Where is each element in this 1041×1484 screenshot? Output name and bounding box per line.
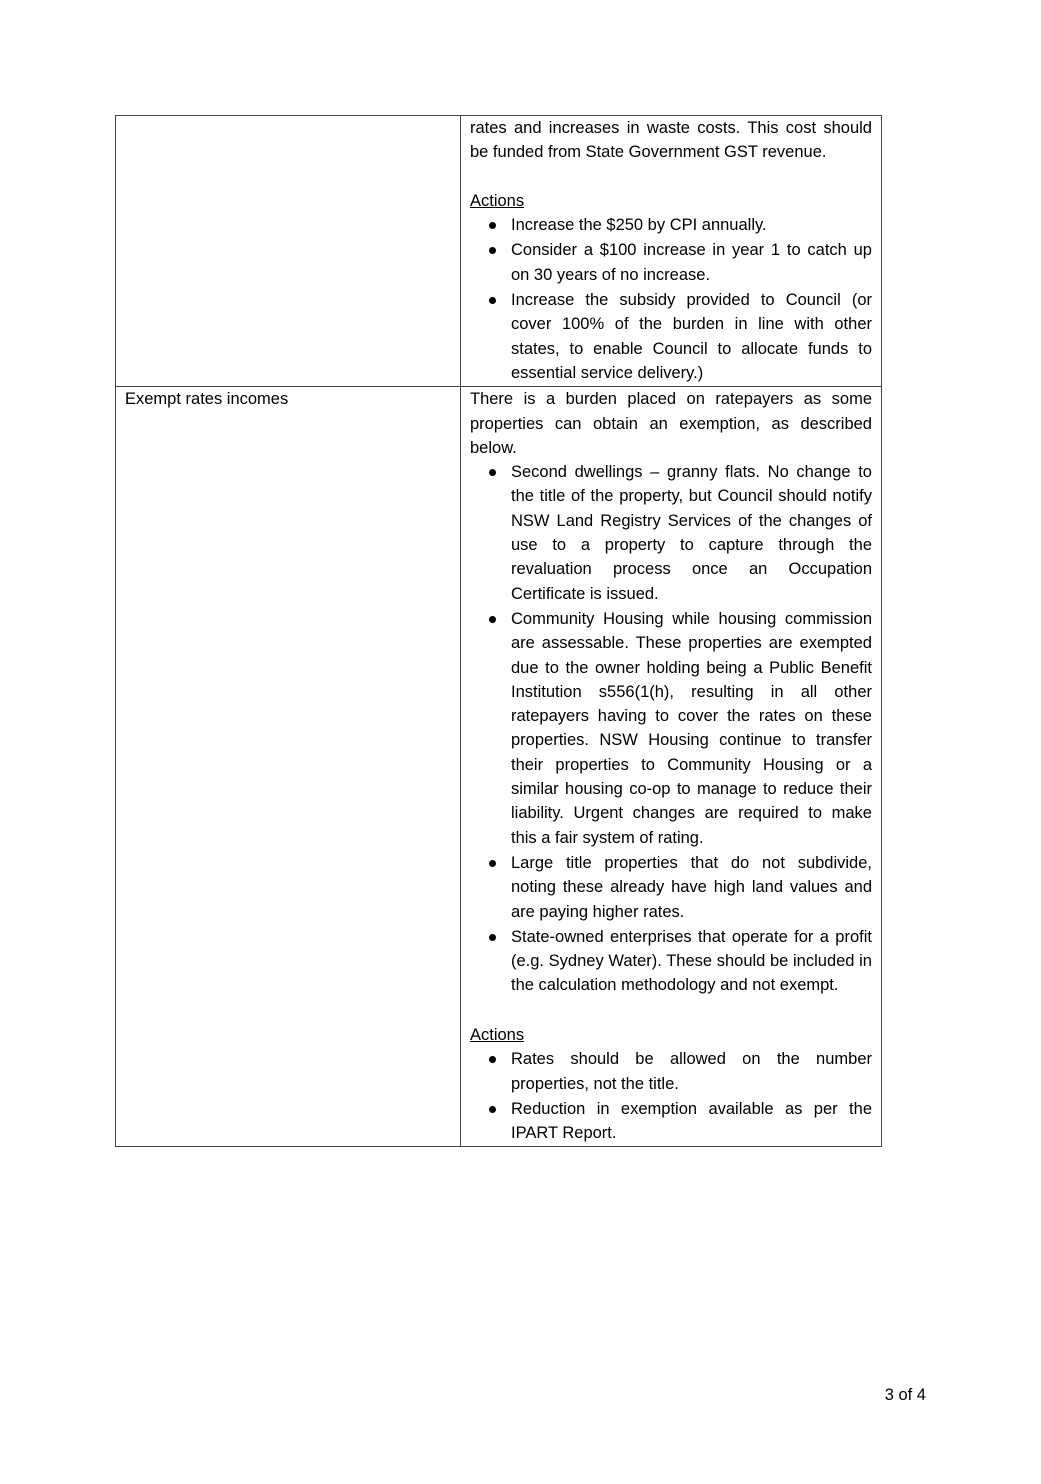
row1-intro: rates and increases in waste costs. This cost should be funded from State Government GST revenue.	[470, 119, 872, 162]
list-item: Increase the $250 by CPI annually.	[470, 213, 872, 237]
row1-actions-heading: Actions	[470, 191, 525, 210]
row2-label: Exempt rates incomes	[125, 390, 289, 409]
list-item: Increase the subsidy provided to Council (or cover 100% of the burden in line with other states, to enable Council to allocate funds to essential service delivery.)	[470, 288, 872, 385]
bullet-icon	[489, 297, 496, 304]
bullet-icon	[489, 469, 496, 476]
row2-bullets-list	[470, 460, 872, 998]
bullet-icon	[489, 222, 496, 229]
bullet-icon	[489, 1106, 496, 1113]
list-item: Rates should be allowed on the number properties, not the title.	[470, 1047, 872, 1096]
row2-intro: There is a burden placed on ratepayers as some properties can obtain an exemption, as described below.	[470, 390, 872, 457]
bullet-icon	[489, 616, 496, 623]
spacer	[470, 999, 872, 1023]
row2-label-cell	[116, 387, 461, 1147]
spacer	[470, 165, 872, 189]
list-item: Community Housing while housing commission are assessable. These properties are exempted due to the owner holding being a Public Benefit Institution s556(1(h), resulting in all other ratepayers having to cover the rates on these properties. NSW Housing continue to transfer their properties to Community Housing or a similar housing co-op to manage to reduce their liability. Urgent changes are required to make this a fair system of rating.	[470, 607, 872, 850]
table-row	[116, 116, 882, 387]
bullet-icon	[489, 247, 496, 254]
bullet-icon	[489, 934, 496, 941]
rates-table	[115, 115, 882, 1147]
row2-actions-list	[470, 1047, 872, 1145]
bullet-icon	[489, 1056, 496, 1063]
table-row	[116, 387, 882, 1147]
row2-actions-heading: Actions	[470, 1025, 525, 1044]
list-item: Consider a $100 increase in year 1 to catch up on 30 years of no increase.	[470, 238, 872, 287]
row1-content-cell	[461, 116, 882, 387]
row1-label-cell	[116, 116, 461, 387]
bullet-icon	[489, 860, 496, 867]
page-number: 3 of 4	[884, 1386, 926, 1404]
row1-actions-list	[470, 213, 872, 385]
list-item: Reduction in exemption available as per the IPART Report.	[470, 1097, 872, 1146]
list-item: State-owned enterprises that operate for a profit (e.g. Sydney Water). These should be included in the calculation methodology and not exempt.	[470, 925, 872, 998]
list-item: Large title properties that do not subdivide, noting these already have high land values and are paying higher rates.	[470, 851, 872, 924]
list-item: Second dwellings – granny flats. No change to the title of the property, but Council should notify NSW Land Registry Services of the changes of use to a property to capture through the revaluation process once an Occupation Certificate is issued.	[470, 460, 872, 606]
row2-content-cell	[461, 387, 882, 1147]
